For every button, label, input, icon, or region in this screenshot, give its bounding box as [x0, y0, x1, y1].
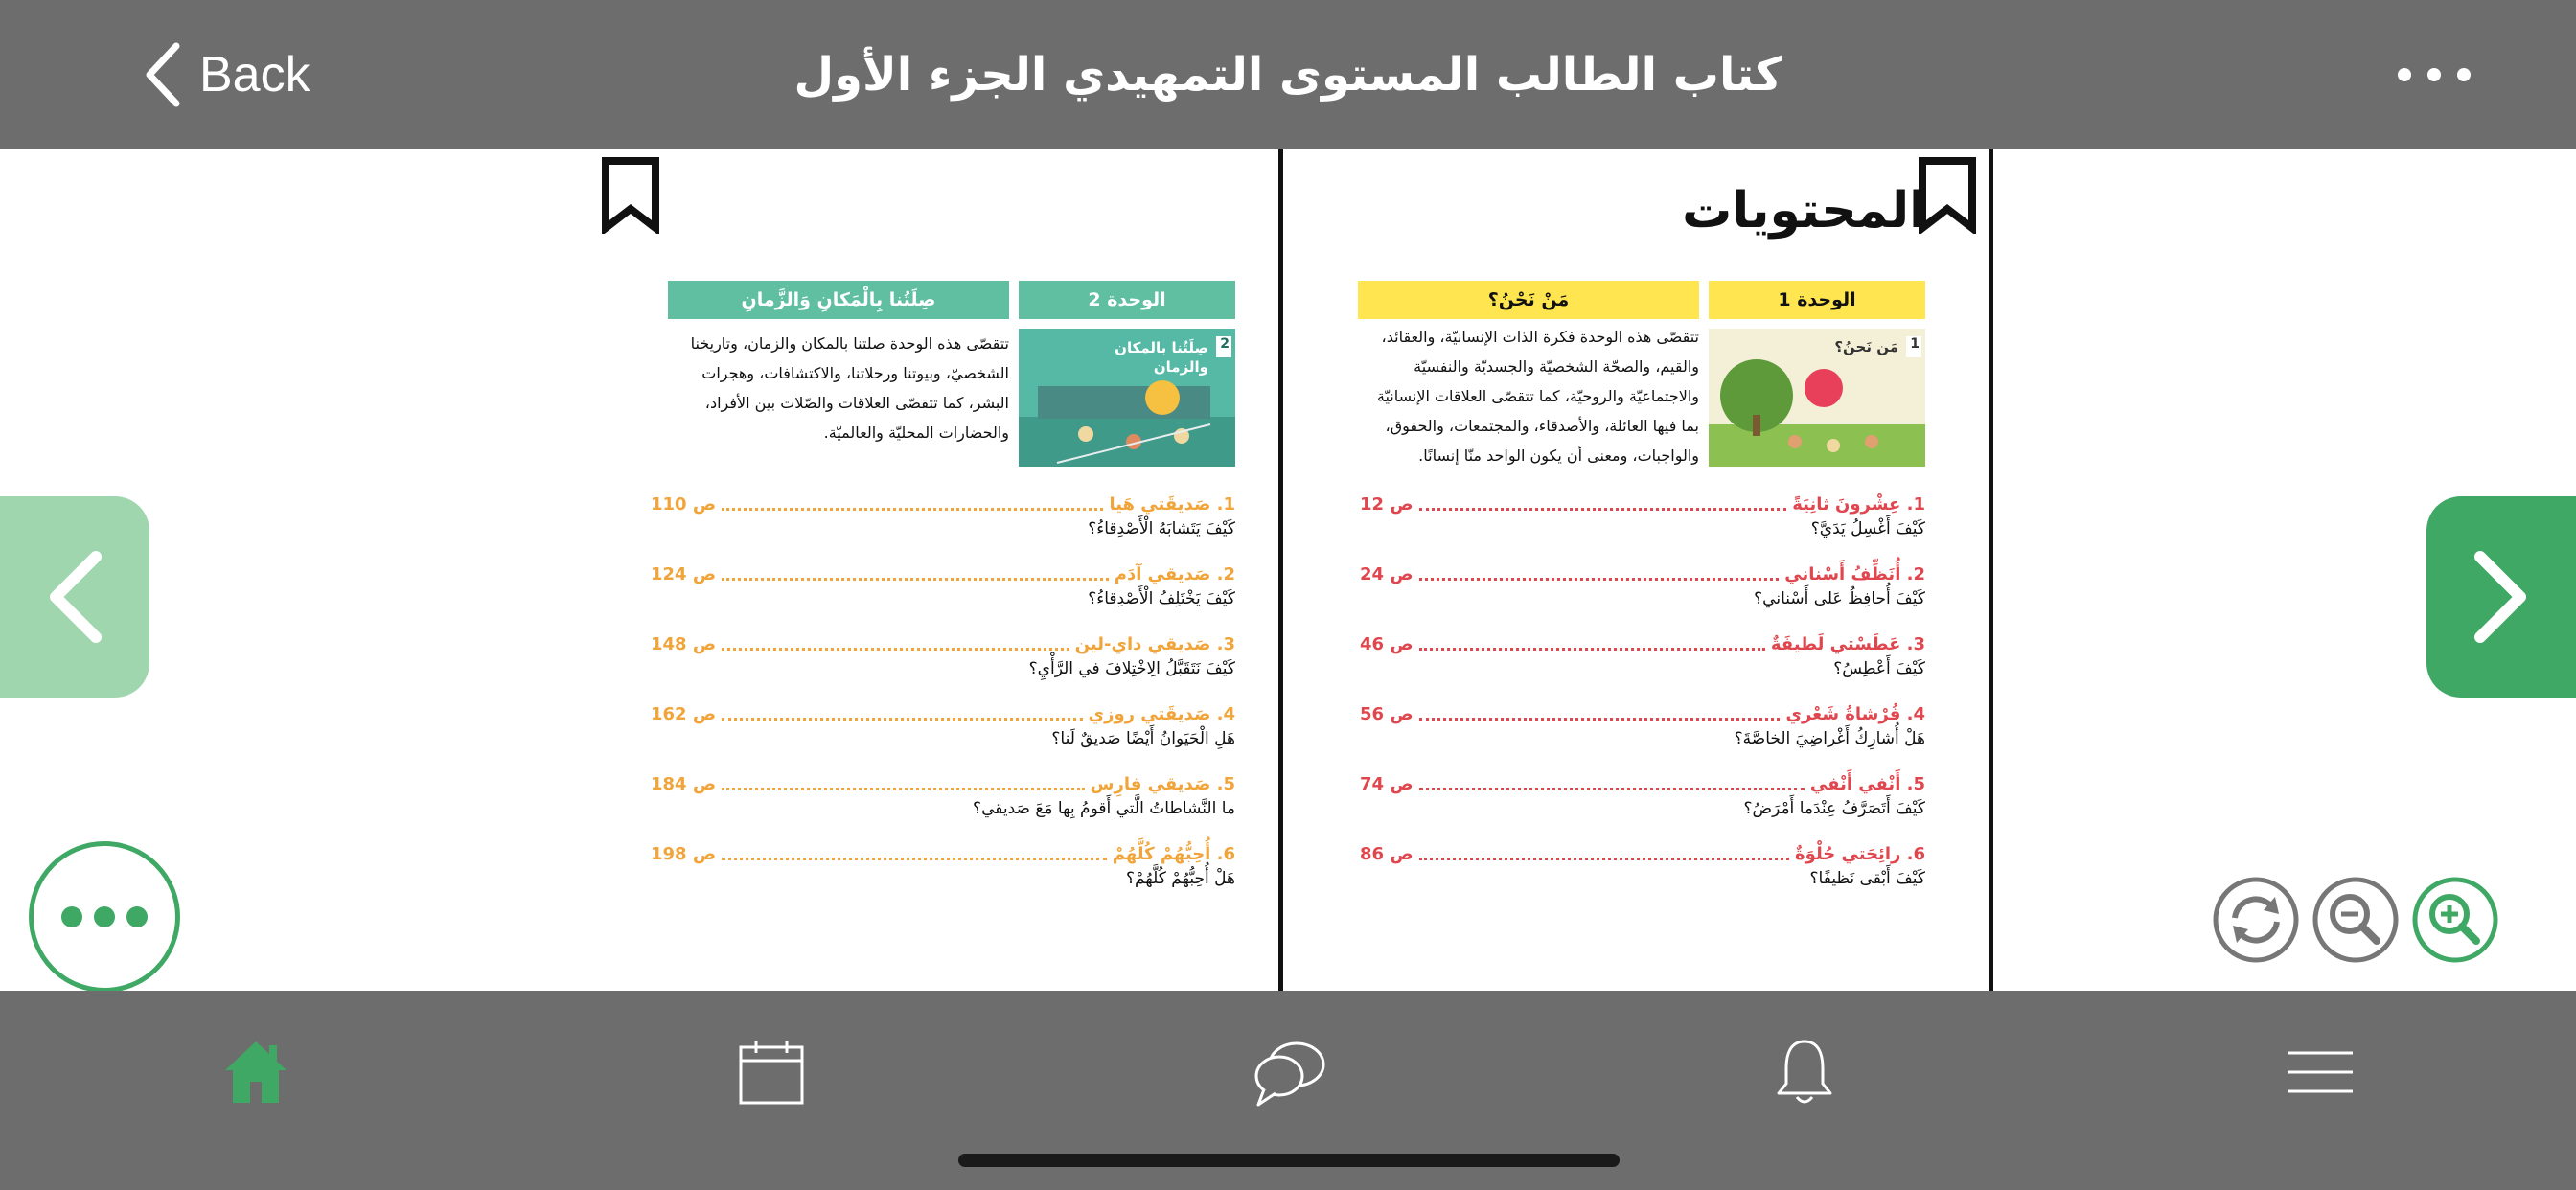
leader-dots	[1419, 847, 1789, 860]
chevron-left-icon	[46, 551, 104, 643]
cover-title: مَن نَحنُ؟	[1834, 338, 1898, 355]
unit-description-line: والواجبات، ومعنى أن يكون الواحد منّا إنسانًا.	[1418, 446, 1699, 465]
unit-label: الوحدة 2	[1019, 281, 1235, 319]
lesson-question: كَيْفَ أُحافِظُ عَلى أَسْناني؟	[1754, 589, 1925, 608]
lesson-item[interactable]	[651, 840, 1235, 898]
lesson-page: ص 86	[1360, 843, 1414, 864]
lesson-page: ص 12	[1360, 493, 1414, 515]
lesson-question: كَيْفَ أَعْطِسُ؟	[1833, 659, 1925, 678]
lesson-item[interactable]	[1360, 840, 1925, 898]
home-icon	[221, 1038, 290, 1107]
lesson-title: 3. عَطَسْتي لَطيفَةٌ	[1770, 633, 1925, 654]
lesson-page: ص 124	[651, 563, 717, 584]
lesson-page: ص 110	[651, 493, 717, 515]
leader-dots	[722, 847, 1107, 860]
tab-notifications[interactable]	[1761, 1029, 1848, 1115]
lesson-question: كَيْفَ نَتَقَبَّلُ الِاخْتِلافَ في الرَّأْيِ؟	[1028, 659, 1235, 678]
page-edge	[1989, 149, 1993, 991]
lesson-title: 5. أَنْفي أَنْفي	[1809, 773, 1925, 794]
cover-title: صِلَتُنا بالمكان والزمان	[1115, 339, 1208, 376]
unit-description-line: والاجتماعيّة والروحيّة، كما تتقصّى العلاقات الإنسانيّة	[1376, 387, 1699, 405]
unit-cover-image[interactable]	[1709, 329, 1925, 467]
lesson-title: 4. فُرْشاةُ شَعْري	[1785, 703, 1925, 724]
chat-icon	[1251, 1036, 1327, 1109]
leader-dots	[722, 497, 1103, 511]
zoom-in-icon[interactable]	[2411, 876, 2499, 964]
zoom-out-icon[interactable]	[2312, 876, 2400, 964]
top-bar	[0, 0, 2576, 149]
lesson-question: ما النَّشاطاتُ الَّتي أَقومُ بِها مَعَ صَديقي؟	[973, 799, 1235, 818]
tab-menu[interactable]	[2277, 1029, 2363, 1115]
lesson-title: 2. أُنَظِّفُ أَسْناني	[1784, 563, 1925, 584]
unit-description-line: تتقصّى هذه الوحدة صلتنا بالمكان والزمان، وتاريخنا	[690, 334, 1009, 353]
contents-title: المحتويات	[1682, 182, 1926, 240]
lesson-title: 6. أُحِبُّهُمْ كُلَّهُمْ	[1112, 843, 1235, 864]
lesson-list	[1360, 491, 1925, 1008]
lesson-question: كَيْفَ يَتَشابَهُ الْأَصْدِقاءُ؟	[1088, 519, 1235, 538]
lesson-page: ص 198	[651, 843, 717, 864]
unit-cover-image[interactable]	[1019, 329, 1235, 467]
leader-dots	[722, 777, 1085, 790]
lesson-question: هَلْ أُشارِكُ أَغْراضِيَ الخاصَّةَ؟	[1734, 729, 1925, 748]
lesson-item[interactable]	[651, 630, 1235, 688]
lesson-question: كَيْفَ أَغْسِلُ يَدَيَّ؟	[1810, 519, 1925, 538]
book-reader[interactable]	[0, 149, 2576, 991]
rotate-icon[interactable]	[2212, 876, 2300, 964]
unit-description	[668, 329, 1009, 447]
ellipsis-dot	[2457, 68, 2471, 81]
lesson-question: كَيْفَ أَتَصَرَّفُ عِنْدَما أَمْرَضُ؟	[1743, 799, 1925, 818]
lesson-item[interactable]	[651, 491, 1235, 548]
ellipsis-icon	[61, 906, 82, 927]
unit-label: الوحدة 1	[1709, 281, 1925, 319]
unit-description-line: بما فيها العائلة، والأصدقاء، والمجتمعات، والحقوق،	[1385, 417, 1699, 435]
leader-dots	[1419, 707, 1781, 721]
book-page-left	[632, 149, 1236, 991]
lesson-title: 2. صَديقي آدَم	[1114, 563, 1235, 584]
tab-home[interactable]	[213, 1029, 299, 1115]
leader-dots	[722, 567, 1109, 581]
menu-icon	[2286, 1047, 2355, 1097]
lesson-page: ص 74	[1360, 773, 1414, 794]
unit-description	[1345, 322, 1699, 470]
lesson-item[interactable]	[1360, 770, 1925, 828]
page-divider	[1278, 149, 1283, 991]
lesson-item[interactable]	[1360, 700, 1925, 758]
bell-icon	[1773, 1036, 1836, 1109]
cover-number: 2	[1220, 336, 1230, 352]
leader-dots	[722, 707, 1083, 721]
lesson-question: كَيْفَ أَبْقى نَظيفًا؟	[1809, 869, 1925, 888]
ellipsis-icon	[2398, 68, 2411, 81]
lesson-page: ص 184	[651, 773, 717, 794]
more-actions-button[interactable]	[29, 841, 180, 993]
lesson-item[interactable]	[1360, 491, 1925, 548]
lesson-title: 1. صَديقَتي هَيا	[1109, 493, 1235, 515]
lesson-question: هَلْ أُحِبُّهُمْ كُلَّهُمْ؟	[1125, 869, 1235, 888]
lesson-page: ص 24	[1360, 563, 1414, 584]
previous-page-button[interactable]	[0, 496, 150, 698]
tab-chat[interactable]	[1246, 1029, 1332, 1115]
lesson-question: كَيْفَ يَخْتَلِفُ الْأَصْدِقاءُ؟	[1088, 589, 1235, 608]
lesson-title: 6. رائِحَتي حُلْوَةٌ	[1795, 843, 1925, 864]
unit-description-line: الشخصيّ، وبيوتنا ورحلاتنا، والاكتشافات، وهجرات	[702, 364, 1009, 382]
book-page-right	[1342, 149, 1945, 991]
leader-dots	[1419, 567, 1780, 581]
home-indicator[interactable]	[958, 1154, 1620, 1167]
unit-description-line: والحضارات المحليّة والعالميّة.	[823, 423, 1009, 442]
chevron-right-icon	[2472, 551, 2530, 643]
unit-name: مَنْ نَحْنُ؟	[1358, 281, 1699, 319]
lesson-page: ص 162	[651, 703, 717, 724]
ellipsis-dot	[2427, 68, 2441, 81]
lesson-item[interactable]	[651, 561, 1235, 618]
bookmark-icon[interactable]	[1917, 157, 1978, 234]
ellipsis-dot	[126, 906, 148, 927]
unit-description-line: والقيم، والصحّة الشخصيّة والجسديّة والنفسيّة	[1414, 357, 1699, 376]
lesson-page: ص 148	[651, 633, 717, 654]
back-label: Back	[199, 47, 310, 103]
cover-number: 1	[1910, 336, 1920, 352]
leader-dots	[1419, 777, 1805, 790]
ellipsis-dot	[94, 906, 115, 927]
lesson-question: هَلِ الْحَيَوانُ أَيْضًا صَديقٌ لَنا؟	[1051, 729, 1235, 748]
lesson-page: ص 56	[1360, 703, 1414, 724]
lesson-title: 5. صَديقي فارِس	[1090, 773, 1235, 794]
tab-calendar[interactable]	[728, 1029, 815, 1115]
lesson-list	[651, 491, 1235, 1008]
unit-name: صِلَتُنا بِالْمَكانِ وَالزَّمانِ	[668, 281, 1009, 319]
more-options-button[interactable]	[2398, 63, 2471, 86]
lesson-item[interactable]	[1360, 561, 1925, 618]
lesson-item[interactable]	[1360, 630, 1925, 688]
lesson-item[interactable]	[651, 770, 1235, 828]
lesson-item[interactable]	[651, 700, 1235, 758]
page-title: كتاب الطالب المستوى التمهيدي الجزء الأول	[794, 48, 1782, 102]
leader-dots	[1419, 637, 1765, 651]
unit-description-line: تتقصّى هذه الوحدة فكرة الذات الإنسانيّة، والعقائد،	[1381, 328, 1699, 346]
unit-description-line: البشر، كما تتقصّى العلاقات والصّلات بين الأفراد،	[704, 394, 1009, 412]
next-page-button[interactable]	[2426, 496, 2576, 698]
leader-dots	[1419, 497, 1787, 511]
calendar-icon	[737, 1038, 806, 1107]
leader-dots	[722, 637, 1070, 651]
lesson-title: 4. صَديقَتي روزي	[1088, 703, 1235, 724]
lesson-title: 3. صَديقي داي-لين	[1074, 633, 1235, 654]
lesson-page: ص 46	[1360, 633, 1414, 654]
bookmark-icon[interactable]	[600, 157, 661, 234]
lesson-title: 1. عِشْرونَ ثانِيَةً	[1792, 493, 1925, 515]
